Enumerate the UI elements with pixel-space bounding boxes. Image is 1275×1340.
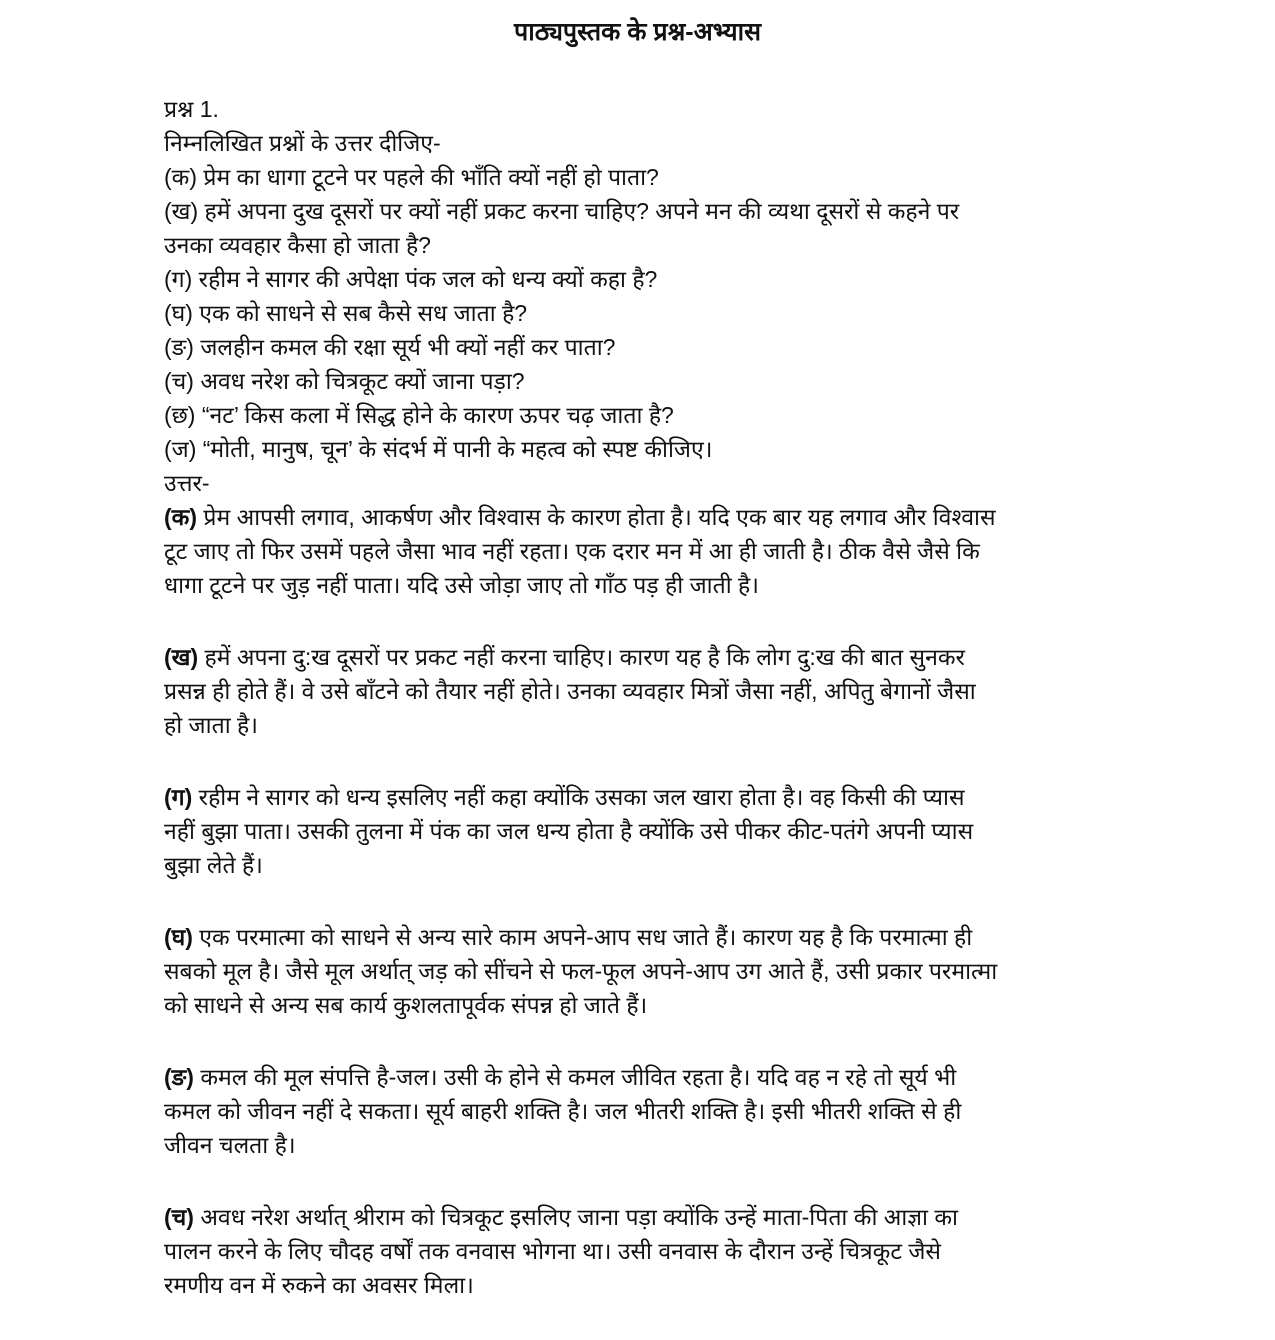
answer-label: (क) bbox=[164, 504, 197, 530]
answer-label: (ख) bbox=[164, 644, 199, 670]
document-body bbox=[164, 92, 1164, 1340]
answer-text: टूट जाए तो फिर उसमें पहले जैसा भाव नहीं रहता। एक दरार मन में आ ही जाती है। ठीक वैसे जैसे कि bbox=[164, 538, 980, 564]
answer-line bbox=[164, 640, 1164, 674]
answer-paragraph bbox=[164, 780, 1164, 882]
answer-text: सबको मूल है। जैसे मूल अर्थात् जड़ को सींचने से फल-फूल अपने-आप उग आते हैं, उसी प्रकार परमात्मा bbox=[164, 958, 998, 984]
question-item: (ज) “मोती, मानुष, चून’ के संदर्भ में पानी के महत्व को स्पष्ट कीजिए। bbox=[164, 436, 713, 462]
answer-label: (ङ) bbox=[164, 1064, 194, 1090]
answer-line bbox=[164, 1060, 1164, 1094]
answer-paragraph bbox=[164, 1200, 1164, 1302]
question-list bbox=[164, 160, 1164, 466]
answer-text: कमल को जीवन नहीं दे सकता। सूर्य बाहरी शक्ति है। जल भीतरी शक्ति है। इसी भीतरी शक्ति से ही bbox=[164, 1098, 962, 1124]
answer-paragraph bbox=[164, 920, 1164, 1022]
answer-line bbox=[164, 1128, 1164, 1162]
answer-line bbox=[164, 674, 1164, 708]
answer-line bbox=[164, 814, 1164, 848]
answer-line bbox=[164, 988, 1164, 1022]
question-item: (ङ) जलहीन कमल की रक्षा सूर्य भी क्यों नहीं कर पाता? bbox=[164, 334, 616, 360]
question-item: (च) अवध नरेश को चित्रकूट क्यों जाना पड़ा? bbox=[164, 368, 525, 394]
answer-text: अवध नरेश अर्थात् श्रीराम को चित्रकूट इसलिए जाना पड़ा क्योंकि उन्हें माता-पिता की आज्ञा का bbox=[193, 1204, 959, 1230]
answer-text: को साधने से अन्य सब कार्य कुशलतापूर्वक संपन्न हो जाते हैं। bbox=[164, 992, 648, 1018]
answer-heading: उत्तर- bbox=[164, 470, 210, 496]
answer-text: नहीं बुझा पाता। उसकी तुलना में पंक का जल धन्य होता है क्योंकि उसे पीकर कीट-पतंगे अपनी प्यास bbox=[164, 818, 974, 844]
answer-line bbox=[164, 708, 1164, 742]
answer-text: एक परमात्मा को साधने से अन्य सारे काम अपने-आप सध जाते हैं। कारण यह है कि परमात्मा ही bbox=[192, 924, 973, 950]
answer-text: रहीम ने सागर को धन्य इसलिए नहीं कहा क्योंकि उसका जल खारा होता है। वह किसी की प्यास bbox=[192, 784, 965, 810]
answer-line bbox=[164, 920, 1164, 954]
question-item: (क) प्रेम का धागा टूटने पर पहले की भाँति क्यों नहीं हो पाता? bbox=[164, 164, 659, 190]
answer-line bbox=[164, 954, 1164, 988]
answer-text: पालन करने के लिए चौदह वर्षों तक वनवास भोगना था। उसी वनवास के दौरान उन्हें चित्रकूट जैसे bbox=[164, 1238, 941, 1264]
answer-text: धागा टूटने पर जुड़ नहीं पाता। यदि उसे जोड़ा जाए तो गाँठ पड़ ही जाती है। bbox=[164, 572, 759, 598]
answer-line bbox=[164, 848, 1164, 882]
answer-line bbox=[164, 1234, 1164, 1268]
answer-line bbox=[164, 1200, 1164, 1234]
answer-text: बुझा लेते हैं। bbox=[164, 852, 263, 878]
answer-text: जीवन चलता है। bbox=[164, 1132, 296, 1158]
question-item: (छ) “नट’ किस कला में सिद्ध होने के कारण ऊपर चढ़ जाता है? bbox=[164, 402, 674, 428]
question-item: (ख) हमें अपना दुख दूसरों पर क्यों नहीं प्रकट करना चाहिए? अपने मन की व्यथा दूसरों से कहने पर bbox=[164, 198, 960, 224]
question-heading: प्रश्न 1. bbox=[164, 96, 219, 122]
answer-line bbox=[164, 1094, 1164, 1128]
answer-paragraph bbox=[164, 500, 1164, 602]
question-item: उनका व्यवहार कैसा हो जाता है? bbox=[164, 232, 431, 258]
answer-paragraph bbox=[164, 1060, 1164, 1162]
answer-label: (ग) bbox=[164, 784, 193, 810]
answer-line bbox=[164, 568, 1164, 602]
answer-text: कमल की मूल संपत्ति है-जल। उसी के होने से कमल जीवित रहता है। यदि वह न रहे तो सूर्य भी bbox=[193, 1064, 957, 1090]
page-title: पाठ्यपुस्तक के प्रश्न-अभ्यास bbox=[514, 18, 761, 46]
answer-text: रमणीय वन में रुकने का अवसर मिला। bbox=[164, 1272, 474, 1298]
answer-text: हो जाता है। bbox=[164, 712, 258, 738]
answer-line bbox=[164, 500, 1164, 534]
question-item: (घ) एक को साधने से सब कैसे सध जाता है? bbox=[164, 300, 528, 326]
question-item: (ग) रहीम ने सागर की अपेक्षा पंक जल को धन्य क्यों कहा है? bbox=[164, 266, 658, 292]
answer-text: हमें अपना दु:ख दूसरों पर प्रकट नहीं करना चाहिए। कारण यह है कि लोग दु:ख की बात सुनकर bbox=[198, 644, 965, 670]
answer-text: प्रेम आपसी लगाव, आकर्षण और विश्वास के कारण होता है। यदि एक बार यह लगाव और विश्वास bbox=[196, 504, 996, 530]
answer-text: प्रसन्न ही होते हैं। वे उसे बाँटने को तैयार नहीं होते। उनका व्यवहार मित्रों जैसा नहीं, अपितु बेगानों जैसा bbox=[164, 678, 976, 704]
answer-line bbox=[164, 780, 1164, 814]
answer-line bbox=[164, 1268, 1164, 1302]
answer-label: (च) bbox=[164, 1204, 194, 1230]
answer-line bbox=[164, 534, 1164, 568]
instruction: निम्नलिखित प्रश्नों के उत्तर दीजिए- bbox=[164, 130, 441, 156]
answer-label: (घ) bbox=[164, 924, 193, 950]
answer-paragraph bbox=[164, 640, 1164, 742]
answer-list bbox=[164, 500, 1164, 1302]
